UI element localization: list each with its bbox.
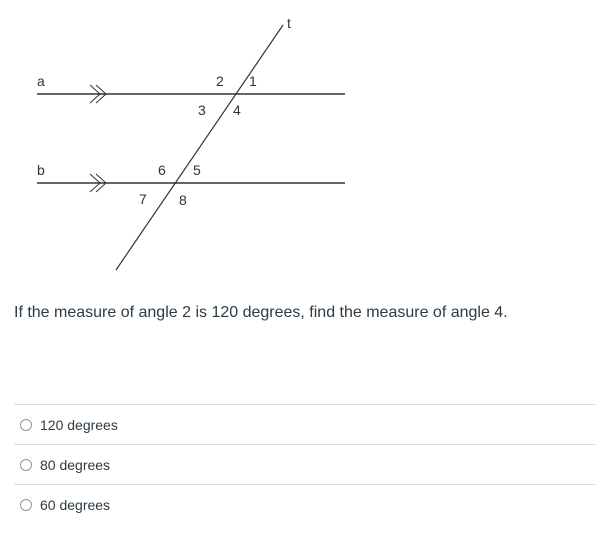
angle-label-6: 6 (158, 162, 166, 178)
answer-option-80[interactable] (14, 444, 596, 484)
angle-label-8: 8 (179, 192, 187, 208)
label-b: b (37, 162, 45, 178)
label-t: t (287, 15, 291, 31)
question-text: If the measure of angle 2 is 120 degrees, find the measure of angle 4. (14, 304, 508, 321)
angle-label-5: 5 (193, 162, 201, 178)
answer-label: 60 degrees (40, 496, 111, 513)
answer-option-60[interactable] (14, 484, 596, 524)
answer-option-120[interactable] (14, 404, 596, 444)
angle-label-4: 4 (233, 102, 241, 118)
angle-label-7: 7 (139, 191, 147, 207)
answer-label: 120 degrees (40, 416, 118, 433)
transversal-t (116, 25, 283, 270)
angle-label-1: 1 (249, 73, 257, 89)
label-a: a (37, 73, 45, 89)
angle-label-3: 3 (198, 102, 206, 118)
radio-button-icon[interactable] (20, 419, 32, 431)
radio-button-icon[interactable] (20, 499, 32, 511)
angle-label-2: 2 (216, 73, 224, 89)
answer-list (14, 404, 596, 524)
answer-label: 80 degrees (40, 456, 111, 473)
radio-button-icon[interactable] (20, 459, 32, 471)
